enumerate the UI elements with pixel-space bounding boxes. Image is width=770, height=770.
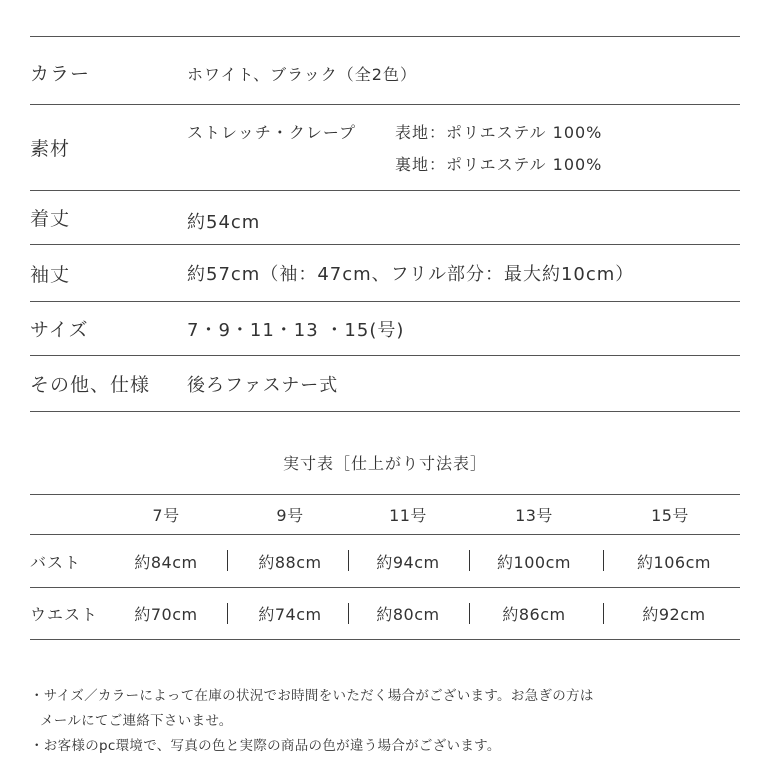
size-header-13: 13号 xyxy=(515,506,553,525)
note-stock-contact: メールにてご連絡下さいませ。 xyxy=(40,713,233,729)
column-divider xyxy=(603,550,604,571)
spec-row-other xyxy=(30,356,740,412)
material-fabric: ストレッチ・クレープ xyxy=(187,123,357,142)
spec-label-sleeve: 袖丈 xyxy=(30,263,71,286)
size-header-9: 9号 xyxy=(276,506,304,525)
column-divider xyxy=(227,550,228,571)
waist-15: 約92cm xyxy=(642,605,706,624)
column-divider xyxy=(469,550,470,571)
waist-9: 約74cm xyxy=(258,605,322,624)
material-outer: 表地：ポリエステル 100% xyxy=(395,123,603,142)
spec-row-color xyxy=(30,37,740,105)
spec-label-color: カラー xyxy=(30,63,91,85)
spec-label-other: その他、仕様 xyxy=(30,374,151,396)
size-header-7: 7号 xyxy=(152,506,180,525)
spec-row-material xyxy=(30,105,740,191)
size-row-waist xyxy=(30,588,740,640)
spec-label-size: サイズ xyxy=(30,319,89,341)
column-divider xyxy=(469,603,470,624)
spec-row-sleeve xyxy=(30,245,740,302)
size-table xyxy=(30,494,740,640)
note-stock: ・サイズ／カラーによって在庫の状況でお時間をいただく場合がございます。お急ぎの方は xyxy=(30,688,594,704)
column-divider xyxy=(603,603,604,624)
size-table-header xyxy=(30,495,740,535)
column-divider xyxy=(227,603,228,624)
spec-label-material: 素材 xyxy=(30,138,71,160)
waist-13: 約86cm xyxy=(502,605,566,624)
notes xyxy=(30,684,750,759)
bust-13: 約100cm xyxy=(497,552,571,572)
size-row-label-waist: ウエスト xyxy=(30,605,99,624)
note-color: ・お客様のpc環境で、写真の色と実際の商品の色が違う場合がございます。 xyxy=(30,738,501,754)
size-row-label-bust: バスト xyxy=(30,552,82,572)
material-details xyxy=(187,120,602,175)
spec-value-other: 後ろファスナー式 xyxy=(187,374,339,396)
bust-15: 約106cm xyxy=(637,552,711,572)
bust-9: 約88cm xyxy=(258,552,322,572)
material-lining: 裏地：ポリエステル 100% xyxy=(395,155,603,174)
size-table-title: 実寸表［仕上がり寸法表］ xyxy=(282,454,487,473)
spec-value-color: ホワイト、ブラック（全2色） xyxy=(187,65,417,84)
spec-row-length xyxy=(30,191,740,245)
bust-7: 約84cm xyxy=(134,552,198,572)
size-header-11: 11号 xyxy=(389,506,427,525)
spec-label-length: 着丈 xyxy=(30,208,71,230)
waist-11: 約80cm xyxy=(376,605,440,624)
size-row-bust xyxy=(30,535,740,588)
spec-value-size: 7・9・11・13 ・15(号) xyxy=(187,319,405,341)
bust-11: 約94cm xyxy=(376,552,440,572)
spec-value-sleeve: 約57cm（袖：47cm、フリル部分：最大約10cm） xyxy=(187,264,635,285)
size-header-15: 15号 xyxy=(651,506,689,525)
spec-value-length: 約54cm xyxy=(187,211,261,233)
waist-7: 約70cm xyxy=(134,605,198,624)
spec-row-size xyxy=(30,302,740,356)
spec-table xyxy=(30,36,740,412)
